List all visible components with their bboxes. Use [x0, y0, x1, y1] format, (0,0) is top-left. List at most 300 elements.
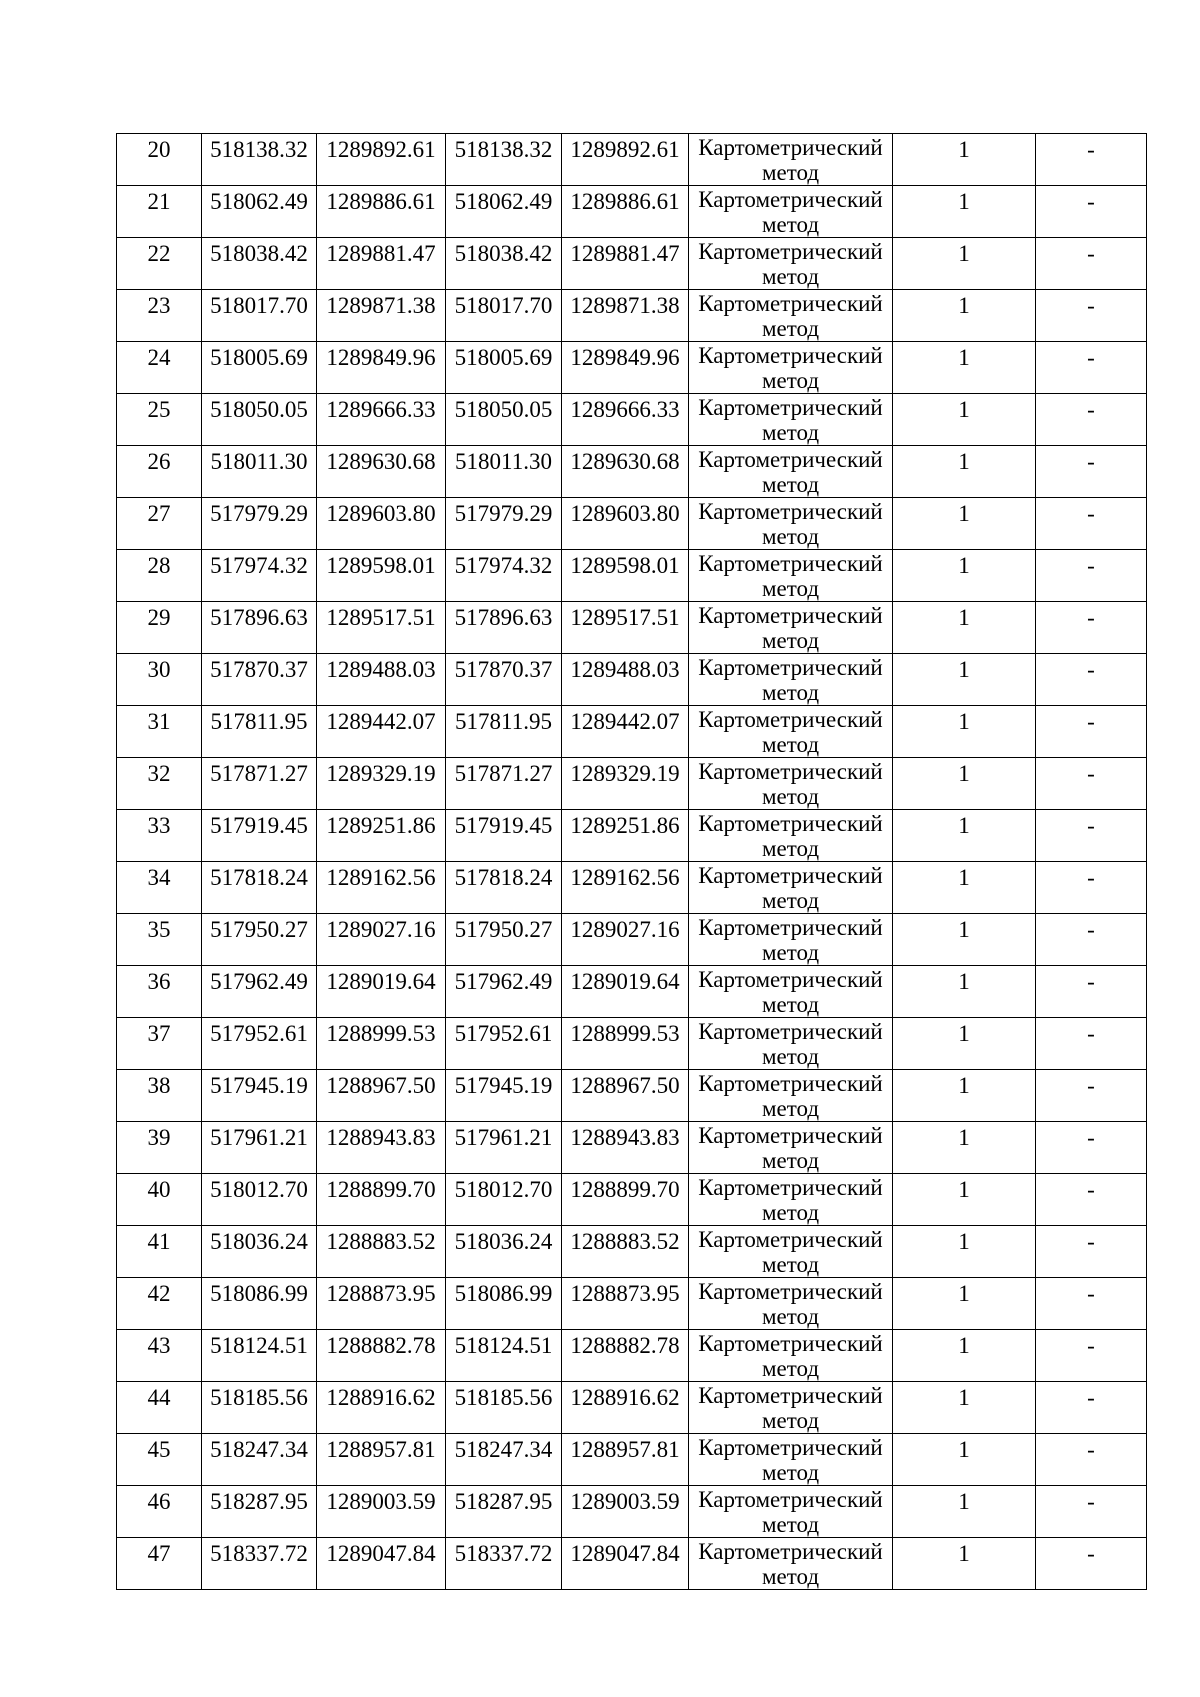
- note-cell: -: [1036, 602, 1147, 654]
- note-cell: -: [1036, 1382, 1147, 1434]
- accuracy-cell: 1: [893, 1382, 1036, 1434]
- y-refined-cell: 1289871.38: [562, 290, 689, 342]
- table-row: [117, 1538, 1147, 1590]
- x-refined-cell: 518287.95: [446, 1486, 562, 1538]
- y-existing-cell: 1289027.16: [317, 914, 446, 966]
- note-cell: -: [1036, 1070, 1147, 1122]
- x-refined-cell: 517896.63: [446, 602, 562, 654]
- accuracy-cell: 1: [893, 810, 1036, 862]
- method-line-1: Картометрический: [698, 499, 883, 524]
- method-line-1: Картометрический: [698, 863, 883, 888]
- table-row: [117, 550, 1147, 602]
- method-line-2: метод: [761, 316, 820, 341]
- method-line-1: Картометрический: [698, 1175, 883, 1200]
- method-cell: [689, 966, 893, 1018]
- y-existing-cell: 1288999.53: [317, 1018, 446, 1070]
- y-existing-cell: 1289251.86: [317, 810, 446, 862]
- method-cell: [689, 1538, 893, 1590]
- accuracy-cell: 1: [893, 862, 1036, 914]
- table-row: [117, 1434, 1147, 1486]
- method-cell: [689, 1434, 893, 1486]
- table-row: [117, 186, 1147, 238]
- table-row: [117, 914, 1147, 966]
- method-line-1: Картометрический: [698, 551, 883, 576]
- y-refined-cell: 1289488.03: [562, 654, 689, 706]
- method-line-1: Картометрический: [698, 1019, 883, 1044]
- x-refined-cell: 517870.37: [446, 654, 562, 706]
- method-cell: [689, 602, 893, 654]
- method-cell: [689, 134, 893, 186]
- accuracy-cell: 1: [893, 134, 1036, 186]
- y-refined-cell: 1288916.62: [562, 1382, 689, 1434]
- y-existing-cell: 1288883.52: [317, 1226, 446, 1278]
- x-existing-cell: 518005.69: [202, 342, 317, 394]
- point-number-cell: 40: [117, 1174, 202, 1226]
- accuracy-cell: 1: [893, 966, 1036, 1018]
- table-row: [117, 1174, 1147, 1226]
- note-cell: -: [1036, 238, 1147, 290]
- y-refined-cell: 1288999.53: [562, 1018, 689, 1070]
- method-cell: [689, 550, 893, 602]
- note-cell: -: [1036, 1486, 1147, 1538]
- table-row: [117, 602, 1147, 654]
- y-existing-cell: 1289488.03: [317, 654, 446, 706]
- method-line-2: метод: [761, 524, 820, 549]
- method-cell: [689, 1070, 893, 1122]
- method-line-2: метод: [761, 264, 820, 289]
- method-line-1: Картометрический: [698, 707, 883, 732]
- x-refined-cell: 517818.24: [446, 862, 562, 914]
- method-line-2: метод: [761, 940, 820, 965]
- method-line-1: Картометрический: [698, 395, 883, 420]
- accuracy-cell: 1: [893, 238, 1036, 290]
- y-refined-cell: 1289886.61: [562, 186, 689, 238]
- note-cell: -: [1036, 342, 1147, 394]
- y-refined-cell: 1289003.59: [562, 1486, 689, 1538]
- accuracy-cell: 1: [893, 1486, 1036, 1538]
- y-refined-cell: 1289598.01: [562, 550, 689, 602]
- table-row: [117, 1226, 1147, 1278]
- method-cell: [689, 1486, 893, 1538]
- point-number-cell: 47: [117, 1538, 202, 1590]
- method-line-1: Картометрический: [698, 1435, 883, 1460]
- x-refined-cell: 517945.19: [446, 1070, 562, 1122]
- method-line-1: Картометрический: [698, 239, 883, 264]
- x-refined-cell: 518038.42: [446, 238, 562, 290]
- y-refined-cell: 1288873.95: [562, 1278, 689, 1330]
- x-existing-cell: 517870.37: [202, 654, 317, 706]
- x-refined-cell: 517919.45: [446, 810, 562, 862]
- point-number-cell: 35: [117, 914, 202, 966]
- method-line-1: Картометрический: [698, 1279, 883, 1304]
- note-cell: -: [1036, 550, 1147, 602]
- method-line-2: метод: [761, 888, 820, 913]
- accuracy-cell: 1: [893, 186, 1036, 238]
- note-cell: -: [1036, 1226, 1147, 1278]
- method-line-1: Картометрический: [698, 447, 883, 472]
- point-number-cell: 32: [117, 758, 202, 810]
- method-line-1: Картометрический: [698, 603, 883, 628]
- y-refined-cell: 1289881.47: [562, 238, 689, 290]
- method-line-2: метод: [761, 992, 820, 1017]
- x-refined-cell: 517950.27: [446, 914, 562, 966]
- method-cell: [689, 186, 893, 238]
- x-refined-cell: 518185.56: [446, 1382, 562, 1434]
- table-row: [117, 238, 1147, 290]
- method-line-2: метод: [761, 1148, 820, 1173]
- y-existing-cell: 1289871.38: [317, 290, 446, 342]
- x-refined-cell: 518138.32: [446, 134, 562, 186]
- table-row: [117, 966, 1147, 1018]
- method-line-1: Картометрический: [698, 1227, 883, 1252]
- note-cell: -: [1036, 758, 1147, 810]
- y-refined-cell: 1289251.86: [562, 810, 689, 862]
- table-body: [117, 134, 1147, 1590]
- x-existing-cell: 518337.72: [202, 1538, 317, 1590]
- y-existing-cell: 1288916.62: [317, 1382, 446, 1434]
- method-cell: [689, 654, 893, 706]
- point-number-cell: 36: [117, 966, 202, 1018]
- method-line-2: метод: [761, 1460, 820, 1485]
- y-refined-cell: 1289892.61: [562, 134, 689, 186]
- y-existing-cell: 1289666.33: [317, 394, 446, 446]
- x-existing-cell: 517961.21: [202, 1122, 317, 1174]
- method-line-1: Картометрический: [698, 655, 883, 680]
- method-line-1: Картометрический: [698, 1331, 883, 1356]
- method-line-1: Картометрический: [698, 967, 883, 992]
- accuracy-cell: 1: [893, 1278, 1036, 1330]
- point-number-cell: 46: [117, 1486, 202, 1538]
- point-number-cell: 44: [117, 1382, 202, 1434]
- method-line-2: метод: [761, 1200, 820, 1225]
- y-existing-cell: 1288943.83: [317, 1122, 446, 1174]
- point-number-cell: 43: [117, 1330, 202, 1382]
- y-existing-cell: 1288882.78: [317, 1330, 446, 1382]
- method-line-2: метод: [761, 1304, 820, 1329]
- note-cell: -: [1036, 134, 1147, 186]
- point-number-cell: 45: [117, 1434, 202, 1486]
- method-cell: [689, 1018, 893, 1070]
- point-number-cell: 29: [117, 602, 202, 654]
- x-refined-cell: 517979.29: [446, 498, 562, 550]
- x-existing-cell: 518062.49: [202, 186, 317, 238]
- method-cell: [689, 706, 893, 758]
- method-line-1: Картометрический: [698, 291, 883, 316]
- y-refined-cell: 1289517.51: [562, 602, 689, 654]
- note-cell: -: [1036, 394, 1147, 446]
- note-cell: -: [1036, 1278, 1147, 1330]
- point-number-cell: 26: [117, 446, 202, 498]
- y-existing-cell: 1289849.96: [317, 342, 446, 394]
- method-cell: [689, 1226, 893, 1278]
- method-cell: [689, 1122, 893, 1174]
- x-refined-cell: 518124.51: [446, 1330, 562, 1382]
- y-refined-cell: 1289603.80: [562, 498, 689, 550]
- point-number-cell: 22: [117, 238, 202, 290]
- y-existing-cell: 1289630.68: [317, 446, 446, 498]
- x-existing-cell: 518185.56: [202, 1382, 317, 1434]
- method-cell: [689, 914, 893, 966]
- method-line-2: метод: [761, 1564, 820, 1589]
- table-row: [117, 810, 1147, 862]
- accuracy-cell: 1: [893, 1018, 1036, 1070]
- method-line-2: метод: [761, 472, 820, 497]
- method-cell: [689, 1278, 893, 1330]
- y-refined-cell: 1289442.07: [562, 706, 689, 758]
- y-existing-cell: 1289047.84: [317, 1538, 446, 1590]
- y-existing-cell: 1289603.80: [317, 498, 446, 550]
- point-number-cell: 34: [117, 862, 202, 914]
- y-existing-cell: 1288899.70: [317, 1174, 446, 1226]
- accuracy-cell: 1: [893, 1330, 1036, 1382]
- method-line-2: метод: [761, 1512, 820, 1537]
- accuracy-cell: 1: [893, 342, 1036, 394]
- method-line-1: Картометрический: [698, 343, 883, 368]
- method-line-1: Картометрический: [698, 1123, 883, 1148]
- method-line-2: метод: [761, 836, 820, 861]
- method-cell: [689, 446, 893, 498]
- method-line-2: метод: [761, 1252, 820, 1277]
- y-existing-cell: 1289162.56: [317, 862, 446, 914]
- y-existing-cell: 1289886.61: [317, 186, 446, 238]
- table-row: [117, 394, 1147, 446]
- method-line-2: метод: [761, 732, 820, 757]
- x-existing-cell: 518287.95: [202, 1486, 317, 1538]
- x-existing-cell: 518086.99: [202, 1278, 317, 1330]
- y-refined-cell: 1289329.19: [562, 758, 689, 810]
- table-row: [117, 134, 1147, 186]
- note-cell: -: [1036, 706, 1147, 758]
- y-refined-cell: 1289027.16: [562, 914, 689, 966]
- point-number-cell: 37: [117, 1018, 202, 1070]
- accuracy-cell: 1: [893, 446, 1036, 498]
- point-number-cell: 38: [117, 1070, 202, 1122]
- y-refined-cell: 1289047.84: [562, 1538, 689, 1590]
- method-line-1: Картометрический: [698, 811, 883, 836]
- note-cell: -: [1036, 654, 1147, 706]
- y-refined-cell: 1289666.33: [562, 394, 689, 446]
- table-row: [117, 1486, 1147, 1538]
- x-refined-cell: 518036.24: [446, 1226, 562, 1278]
- method-cell: [689, 862, 893, 914]
- y-refined-cell: 1288957.81: [562, 1434, 689, 1486]
- note-cell: -: [1036, 810, 1147, 862]
- table-row: [117, 1382, 1147, 1434]
- x-refined-cell: 517871.27: [446, 758, 562, 810]
- accuracy-cell: 1: [893, 394, 1036, 446]
- x-refined-cell: 517811.95: [446, 706, 562, 758]
- point-number-cell: 25: [117, 394, 202, 446]
- x-existing-cell: 518050.05: [202, 394, 317, 446]
- y-refined-cell: 1288899.70: [562, 1174, 689, 1226]
- point-number-cell: 24: [117, 342, 202, 394]
- x-refined-cell: 518247.34: [446, 1434, 562, 1486]
- method-line-1: Картометрический: [698, 187, 883, 212]
- method-line-2: метод: [761, 784, 820, 809]
- accuracy-cell: 1: [893, 498, 1036, 550]
- point-number-cell: 39: [117, 1122, 202, 1174]
- y-existing-cell: 1289019.64: [317, 966, 446, 1018]
- x-existing-cell: 517945.19: [202, 1070, 317, 1122]
- y-existing-cell: 1288967.50: [317, 1070, 446, 1122]
- note-cell: -: [1036, 1018, 1147, 1070]
- y-existing-cell: 1289598.01: [317, 550, 446, 602]
- x-refined-cell: 518062.49: [446, 186, 562, 238]
- method-cell: [689, 342, 893, 394]
- x-existing-cell: 517950.27: [202, 914, 317, 966]
- method-line-1: Картометрический: [698, 915, 883, 940]
- method-line-1: Картометрический: [698, 135, 883, 160]
- y-refined-cell: 1289162.56: [562, 862, 689, 914]
- method-line-2: метод: [761, 212, 820, 237]
- accuracy-cell: 1: [893, 1122, 1036, 1174]
- accuracy-cell: 1: [893, 1434, 1036, 1486]
- y-existing-cell: 1289442.07: [317, 706, 446, 758]
- y-existing-cell: 1289892.61: [317, 134, 446, 186]
- x-existing-cell: 517871.27: [202, 758, 317, 810]
- method-line-1: Картометрический: [698, 1539, 883, 1564]
- x-existing-cell: 517919.45: [202, 810, 317, 862]
- x-refined-cell: 518005.69: [446, 342, 562, 394]
- note-cell: -: [1036, 914, 1147, 966]
- table-row: [117, 1018, 1147, 1070]
- y-refined-cell: 1289849.96: [562, 342, 689, 394]
- table-row: [117, 706, 1147, 758]
- method-line-2: метод: [761, 1356, 820, 1381]
- note-cell: -: [1036, 290, 1147, 342]
- method-line-1: Картометрический: [698, 1071, 883, 1096]
- accuracy-cell: 1: [893, 706, 1036, 758]
- accuracy-cell: 1: [893, 1174, 1036, 1226]
- table-row: [117, 758, 1147, 810]
- x-existing-cell: 517818.24: [202, 862, 317, 914]
- accuracy-cell: 1: [893, 550, 1036, 602]
- method-line-2: метод: [761, 680, 820, 705]
- accuracy-cell: 1: [893, 914, 1036, 966]
- method-line-2: метод: [761, 1096, 820, 1121]
- y-existing-cell: 1289517.51: [317, 602, 446, 654]
- x-refined-cell: 518012.70: [446, 1174, 562, 1226]
- table-row: [117, 446, 1147, 498]
- accuracy-cell: 1: [893, 290, 1036, 342]
- x-refined-cell: 518086.99: [446, 1278, 562, 1330]
- point-number-cell: 33: [117, 810, 202, 862]
- method-line-2: метод: [761, 160, 820, 185]
- x-existing-cell: 517952.61: [202, 1018, 317, 1070]
- y-refined-cell: 1288967.50: [562, 1070, 689, 1122]
- y-existing-cell: 1289003.59: [317, 1486, 446, 1538]
- y-existing-cell: 1288957.81: [317, 1434, 446, 1486]
- method-cell: [689, 1382, 893, 1434]
- method-cell: [689, 1174, 893, 1226]
- method-cell: [689, 810, 893, 862]
- y-existing-cell: 1289329.19: [317, 758, 446, 810]
- table-row: [117, 1278, 1147, 1330]
- method-cell: [689, 498, 893, 550]
- method-cell: [689, 758, 893, 810]
- x-refined-cell: 518050.05: [446, 394, 562, 446]
- point-number-cell: 23: [117, 290, 202, 342]
- method-cell: [689, 238, 893, 290]
- table-row: [117, 862, 1147, 914]
- note-cell: -: [1036, 498, 1147, 550]
- y-refined-cell: 1288943.83: [562, 1122, 689, 1174]
- table-row: [117, 498, 1147, 550]
- method-line-1: Картометрический: [698, 1487, 883, 1512]
- x-existing-cell: 518017.70: [202, 290, 317, 342]
- note-cell: -: [1036, 1122, 1147, 1174]
- note-cell: -: [1036, 966, 1147, 1018]
- point-number-cell: 28: [117, 550, 202, 602]
- method-cell: [689, 290, 893, 342]
- table-row: [117, 290, 1147, 342]
- method-line-1: Картометрический: [698, 1383, 883, 1408]
- point-number-cell: 31: [117, 706, 202, 758]
- method-cell: [689, 1330, 893, 1382]
- note-cell: -: [1036, 186, 1147, 238]
- point-number-cell: 42: [117, 1278, 202, 1330]
- note-cell: -: [1036, 1330, 1147, 1382]
- x-refined-cell: 517974.32: [446, 550, 562, 602]
- x-refined-cell: 517952.61: [446, 1018, 562, 1070]
- x-existing-cell: 518012.70: [202, 1174, 317, 1226]
- accuracy-cell: 1: [893, 1226, 1036, 1278]
- method-line-2: метод: [761, 576, 820, 601]
- table-row: [117, 1330, 1147, 1382]
- accuracy-cell: 1: [893, 758, 1036, 810]
- x-existing-cell: 517974.32: [202, 550, 317, 602]
- x-existing-cell: 518038.42: [202, 238, 317, 290]
- y-existing-cell: 1288873.95: [317, 1278, 446, 1330]
- x-existing-cell: 517962.49: [202, 966, 317, 1018]
- x-existing-cell: 518124.51: [202, 1330, 317, 1382]
- x-existing-cell: 517896.63: [202, 602, 317, 654]
- y-refined-cell: 1289630.68: [562, 446, 689, 498]
- y-refined-cell: 1289019.64: [562, 966, 689, 1018]
- x-refined-cell: 517962.49: [446, 966, 562, 1018]
- method-line-1: Картометрический: [698, 759, 883, 784]
- table-row: [117, 654, 1147, 706]
- method-line-2: метод: [761, 420, 820, 445]
- x-existing-cell: 518247.34: [202, 1434, 317, 1486]
- method-line-2: метод: [761, 1408, 820, 1433]
- y-refined-cell: 1288883.52: [562, 1226, 689, 1278]
- note-cell: -: [1036, 1434, 1147, 1486]
- x-existing-cell: 518036.24: [202, 1226, 317, 1278]
- point-number-cell: 21: [117, 186, 202, 238]
- accuracy-cell: 1: [893, 654, 1036, 706]
- note-cell: -: [1036, 446, 1147, 498]
- note-cell: -: [1036, 862, 1147, 914]
- method-line-2: метод: [761, 1044, 820, 1069]
- method-line-2: метод: [761, 628, 820, 653]
- accuracy-cell: 1: [893, 602, 1036, 654]
- x-existing-cell: 517979.29: [202, 498, 317, 550]
- x-refined-cell: 518017.70: [446, 290, 562, 342]
- note-cell: -: [1036, 1174, 1147, 1226]
- table-row: [117, 1070, 1147, 1122]
- method-line-2: метод: [761, 368, 820, 393]
- x-existing-cell: 517811.95: [202, 706, 317, 758]
- table-row: [117, 1122, 1147, 1174]
- x-existing-cell: 518011.30: [202, 446, 317, 498]
- method-cell: [689, 394, 893, 446]
- accuracy-cell: 1: [893, 1070, 1036, 1122]
- y-existing-cell: 1289881.47: [317, 238, 446, 290]
- point-number-cell: 30: [117, 654, 202, 706]
- accuracy-cell: 1: [893, 1538, 1036, 1590]
- point-number-cell: 20: [117, 134, 202, 186]
